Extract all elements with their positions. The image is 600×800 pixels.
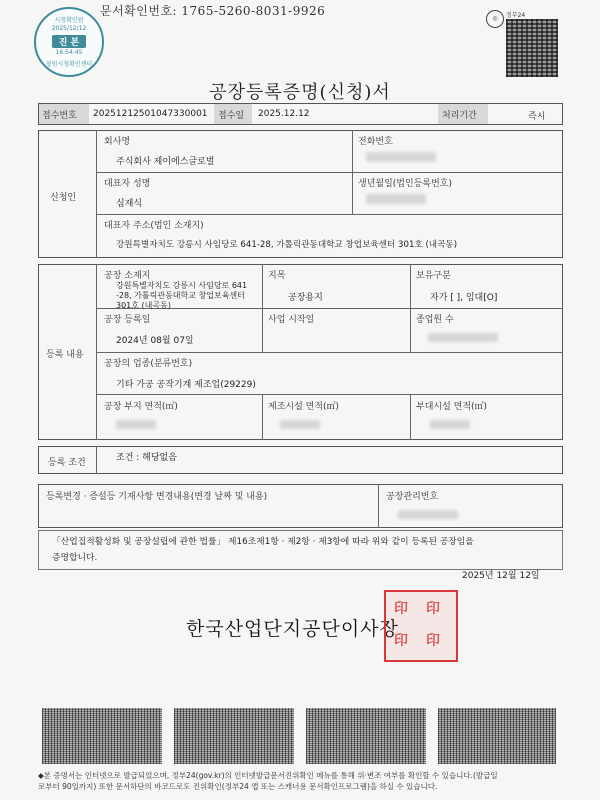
seal-bottom-text: 창원시청확인센터 [45, 61, 93, 68]
reg-row-line-2 [96, 352, 563, 353]
barcode-3 [306, 708, 426, 764]
factory-address-line3: 301호 (내곡동) [116, 301, 171, 310]
site-area-label: 공장 부지 면적(㎡) [104, 402, 178, 412]
processing-period-label: 처리기간 [442, 111, 477, 121]
seal-top-text: 시청확인원 [54, 17, 84, 24]
applicant-divider [96, 130, 97, 258]
receipt-number-label: 접수번호 [42, 111, 77, 121]
changes-divider [378, 484, 379, 528]
industry-label: 공장의 업종(분류번호) [104, 359, 193, 369]
site-area-redacted [116, 420, 156, 429]
certification-text-line1: 「산업집적활성화 및 공장설립에 관한 법률」 제16조제1항 · 제2항 · 제3항에 따라 위와 같이 등록된 공장임을 [52, 537, 474, 547]
industry-value: 기타 가공 공작기계 제조업(29229) [116, 380, 256, 390]
footer-line1: ◆본 증명서는 인터넷으로 발급되었으며, 정부24(gov.kr)의 인터넷발급문서진위확인 메뉴를 통해 위·변조 여부를 확인할 수 있습니다.(발급일 [38, 771, 498, 780]
footer-notice [38, 770, 558, 792]
birthdate-label: 생년월일(법인등록번호) [358, 179, 452, 189]
issuer-name: 한국산업단지공단이사장 [186, 618, 399, 640]
processing-period-value: 즉시 [528, 112, 546, 122]
receipt-date-value: 2025.12.12 [258, 109, 310, 119]
document-title: 공장등록증명(신청)서 [209, 82, 391, 103]
registration-section-label: 등록 내용 [46, 350, 84, 360]
birthdate-redacted [366, 194, 426, 204]
reg-col-line-3 [262, 394, 263, 440]
manufacturing-area-label: 제조시설 면적(㎡) [268, 402, 340, 412]
conditions-divider [96, 446, 97, 474]
conditions-label: 등록 조건 [48, 458, 86, 468]
seal-center-text: 진 본 [52, 35, 86, 48]
ownership-value: 자가 [ ], 임대[O] [430, 293, 498, 303]
footer-line2: 로부터 90일까지) 또한 문서하단의 바코드로도 진위확인(정부24 앱 또는 스캐너용 문서확인프로그램)을 하실 수 있습니다. [38, 782, 438, 791]
barcode-1 [42, 708, 162, 764]
applicant-section-label: 신청인 [50, 193, 77, 203]
land-category-label: 지목 [268, 271, 286, 281]
gov24-logo-icon: ◎ [486, 10, 504, 28]
applicant-row-line-1 [96, 172, 563, 173]
barcode-2 [174, 708, 294, 764]
conditions-value: 조건 : 해당없음 [116, 453, 177, 463]
factory-address-line2: -28, 가톨릭관동대학교 창업보육센터 [116, 291, 245, 300]
receipt-number-value: 20251212501047330001 [93, 109, 208, 119]
document-number: 문서확인번호: 1765-5260-8031-9926 [100, 4, 326, 18]
employees-label: 종업원 수 [416, 315, 454, 325]
company-name-value: 주식회사 제이에스글로벌 [116, 157, 215, 167]
reg-row-line-3 [96, 394, 563, 395]
representative-address-label: 대표자 주소(법인 소재지) [104, 221, 204, 231]
representative-address-value: 강원특별자치도 강릉시 사임당로 641-28, 가톨릭관동대학교 창업보육센터 301호 (내곡동) [116, 240, 458, 250]
representative-name-label: 대표자 성명 [104, 179, 151, 189]
business-start-label: 사업 시작일 [268, 315, 315, 325]
seal-date: 2025/12/12 [51, 25, 87, 32]
manufacturing-area-redacted [280, 420, 320, 429]
changes-label: 등록변경 · 증설등 기재사항 변경내용(변경 날짜 및 내용) [46, 492, 268, 502]
phone-redacted [366, 152, 436, 162]
gov24-qr-block [486, 10, 556, 78]
registration-date-value: 2024년 08월 07일 [116, 336, 194, 346]
auxiliary-area-redacted [430, 420, 470, 429]
issue-date: 2025년 12월 12일 [462, 571, 540, 581]
company-name-label: 회사명 [104, 137, 131, 147]
factory-address-label: 공장 소재지 [104, 271, 151, 281]
land-category-value: 공장용지 [288, 293, 323, 303]
barcode-4 [438, 708, 556, 764]
ownership-label: 보유구분 [416, 271, 451, 281]
reg-col-line-4 [410, 394, 411, 440]
management-number-redacted [398, 510, 458, 519]
seal-time: 16:54:45 [55, 49, 83, 56]
management-number-label: 공장관리번호 [386, 492, 439, 502]
applicant-row-line-2 [96, 214, 563, 215]
qr-code [506, 19, 558, 77]
gov24-label: 정부24 [506, 12, 526, 19]
representative-name-value: 심재식 [116, 199, 143, 209]
factory-address-line1: 강원특별자치도 강릉시 사임당로 641 [116, 281, 248, 290]
reg-col-line-1 [262, 264, 263, 352]
auxiliary-area-label: 부대시설 면적(㎡) [416, 402, 488, 412]
receipt-date-label: 접수일 [218, 111, 245, 121]
applicant-col-line [352, 130, 353, 214]
verification-seal [34, 7, 104, 77]
certification-text-line2: 증명합니다. [52, 553, 98, 563]
registration-date-label: 공장 등록일 [104, 315, 151, 325]
reg-col-line-2 [410, 264, 411, 352]
phone-label: 전화번호 [358, 137, 393, 147]
official-stamp: 印 印 印 印 [384, 590, 458, 662]
employees-redacted [428, 333, 498, 342]
